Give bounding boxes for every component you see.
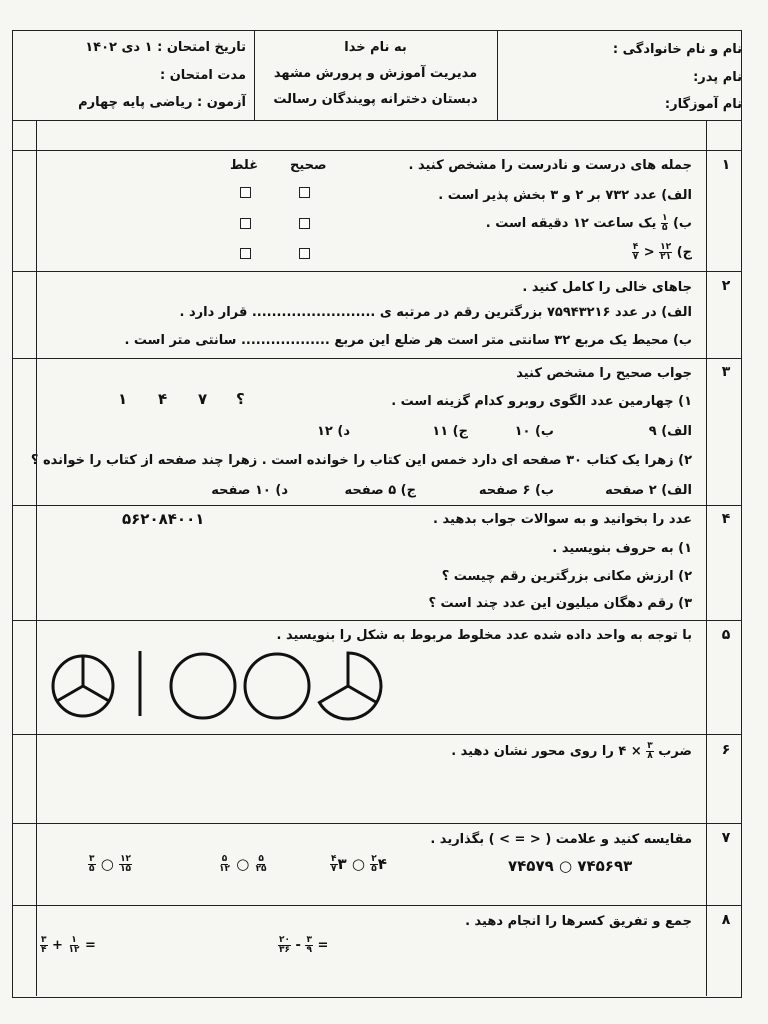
divider	[12, 271, 742, 272]
question-number: ۲	[721, 278, 731, 294]
q1-true-header: صحیح	[290, 158, 327, 173]
divider	[12, 734, 742, 735]
fraction: $\frac{۱}{۵}$	[661, 213, 668, 233]
q7-fraction-compare: $\frac{۱۲}{۱۵}$ ○ $\frac{۳}{۵}$	[89, 854, 132, 874]
question-number: ۷	[721, 830, 731, 846]
q4-number: ۵۶۲۰۸۴۰۰۱	[122, 510, 205, 528]
divider	[12, 823, 742, 824]
q3-option[interactable]: د) ۱۲	[316, 424, 350, 439]
q4-subquestion: ۱) به حروف بنویسید .	[552, 541, 692, 556]
q3-part2: ۲) زهرا یک کتاب ۳۰ صفحه ای دارد خمس این کتاب را خوانده است . زهرا چند صفحه از کتاب را خوانده ؟	[30, 453, 692, 468]
pattern-term: ۱	[118, 390, 128, 408]
q3-part1: ۱) چهارمین عدد الگوی روبرو کدام گزینه است .	[391, 394, 692, 409]
q8-title: جمع و تفریق کسرها را انجام دهید .	[465, 914, 692, 929]
q6-title: ضرب $\frac{۳}{۸}$ × ۴ را روی محور نشان دهید .	[451, 741, 692, 761]
q3-title: جواب صحیح را مشخص کنید	[516, 366, 692, 381]
question-number: ۵	[721, 627, 731, 643]
question-number: ۶	[721, 742, 731, 758]
fraction-circles-figure	[40, 646, 400, 722]
q3-option[interactable]: الف) ۲ صفحه	[605, 483, 692, 498]
q3-option[interactable]: ب) ۶ صفحه	[478, 483, 554, 498]
number-column-divider	[706, 120, 707, 996]
fraction: $\frac{۴}{۷}$	[632, 242, 639, 262]
q1-a-true-checkbox[interactable]	[299, 187, 310, 198]
q1-statement-b: ب) $\frac{۱}{۵}$ یک ساعت ۱۲ دقیقه است .	[485, 213, 692, 233]
q3-option[interactable]: ج) ۵ صفحه	[344, 483, 416, 498]
q2-item-b: ب) محیط یک مربع ۳۲ سانتی متر است هر ضلع این مربع .................. سانتی متر است .	[124, 333, 692, 348]
exam-date: تاریخ امتحان : ۱ دی ۱۴۰۲	[85, 40, 246, 55]
q4-subquestion: ۲) ارزش مکانی بزرگترین رقم چیست ؟	[441, 569, 692, 584]
q1-false-header: غلط	[230, 158, 259, 173]
divider	[12, 358, 742, 359]
pattern-term: ۷	[198, 390, 208, 408]
divider	[12, 620, 742, 621]
fraction: $\frac{۳}{۸}$	[647, 741, 653, 761]
fraction: $\frac{۱۲}{۲۱}$	[660, 242, 672, 262]
question-number: ۳	[721, 364, 731, 380]
q3-option[interactable]: الف) ۹	[648, 424, 692, 439]
q2-item-a: الف) در عدد ۷۵۹۴۳۲۱۶ بزرگترین رقم در مرتبه ی ......................... قرار دارد .	[179, 305, 692, 320]
school-name: دبستان دخترانه پویندگان رسالت	[273, 92, 478, 107]
divider	[12, 120, 742, 121]
exam-duration: مدت امتحان :	[159, 68, 246, 83]
whole-circle-icon	[245, 654, 309, 718]
divider	[12, 150, 742, 151]
q7-title: مقایسه کنید و علامت ( < = > ) بگذارید .	[430, 832, 692, 847]
score-column-divider	[36, 120, 37, 996]
header-divider	[497, 30, 498, 120]
q3-option[interactable]: ب) ۱۰	[514, 424, 554, 439]
pattern-term: ؟	[236, 390, 245, 408]
q7-mixed-compare: ۴ $\frac{۲}{۵}$ ○ ۳ $\frac{۴}{۷}$	[331, 854, 387, 874]
q1-statement-a: الف) عدد ۷۳۲ بر ۲ و ۳ بخش پذیر است .	[438, 188, 692, 203]
question-number: ۴	[721, 511, 731, 527]
question-number: ۱	[721, 157, 731, 173]
q3-option[interactable]: د) ۱۰ صفحه	[211, 483, 288, 498]
q1-c-true-checkbox[interactable]	[299, 248, 310, 259]
q1-statement-c: ج) $\frac{۱۲}{۲۱}$ < $\frac{۴}{۷}$	[632, 242, 692, 262]
q5-title: با توجه به واحد داده شده عدد مخلوط مربوط به شکل را بنویسید .	[276, 628, 692, 643]
q1-c-false-checkbox[interactable]	[240, 248, 251, 259]
q1-b-false-checkbox[interactable]	[240, 218, 251, 229]
q1-a-false-checkbox[interactable]	[240, 187, 251, 198]
divider	[12, 905, 742, 906]
divider	[12, 505, 742, 506]
q8-expression: $\frac{۳}{۴}$ + $\frac{۱}{۱۲}$ =	[41, 935, 96, 955]
teacher-name-label: نام آموزگار:	[664, 97, 742, 112]
q2-title: جاهای خالی را کامل کنید .	[522, 280, 692, 295]
organization: مدیریت آموزش و پرورش مشهد	[273, 66, 478, 81]
q7-integer-compare: ۷۴۵۶۹۳ ○ ۷۴۵۷۹	[508, 857, 633, 875]
pattern-term: ۴	[158, 390, 168, 408]
q1-title: جمله های درست و نادرست را مشخص کنید .	[408, 158, 692, 173]
q7-fraction-compare: $\frac{۵}{۲۵}$ ○ $\frac{۵}{۱۲}$	[219, 854, 267, 874]
bismillah: به نام خدا	[344, 40, 407, 55]
circle-thirds-icon	[53, 656, 113, 716]
q1-b-true-checkbox[interactable]	[299, 218, 310, 229]
father-name-label: نام پدر:	[693, 70, 742, 85]
two-thirds-circle-icon	[319, 653, 381, 719]
q3-option[interactable]: ج) ۱۱	[432, 424, 468, 439]
whole-circle-icon	[171, 654, 235, 718]
question-number: ۸	[721, 912, 731, 928]
q8-expression: $\frac{۲۰}{۳۶}$ - $\frac{۳}{۹}$ =	[279, 935, 329, 955]
student-name-label: نام و نام خانوادگی :	[612, 42, 742, 57]
q4-title: عدد را بخوانید و به سوالات جواب بدهید .	[433, 512, 692, 527]
q4-subquestion: ۳) رقم دهگان میلیون این عدد چند است ؟	[428, 596, 692, 611]
exam-subject: آزمون : ریاضی پایه چهارم	[78, 95, 246, 110]
